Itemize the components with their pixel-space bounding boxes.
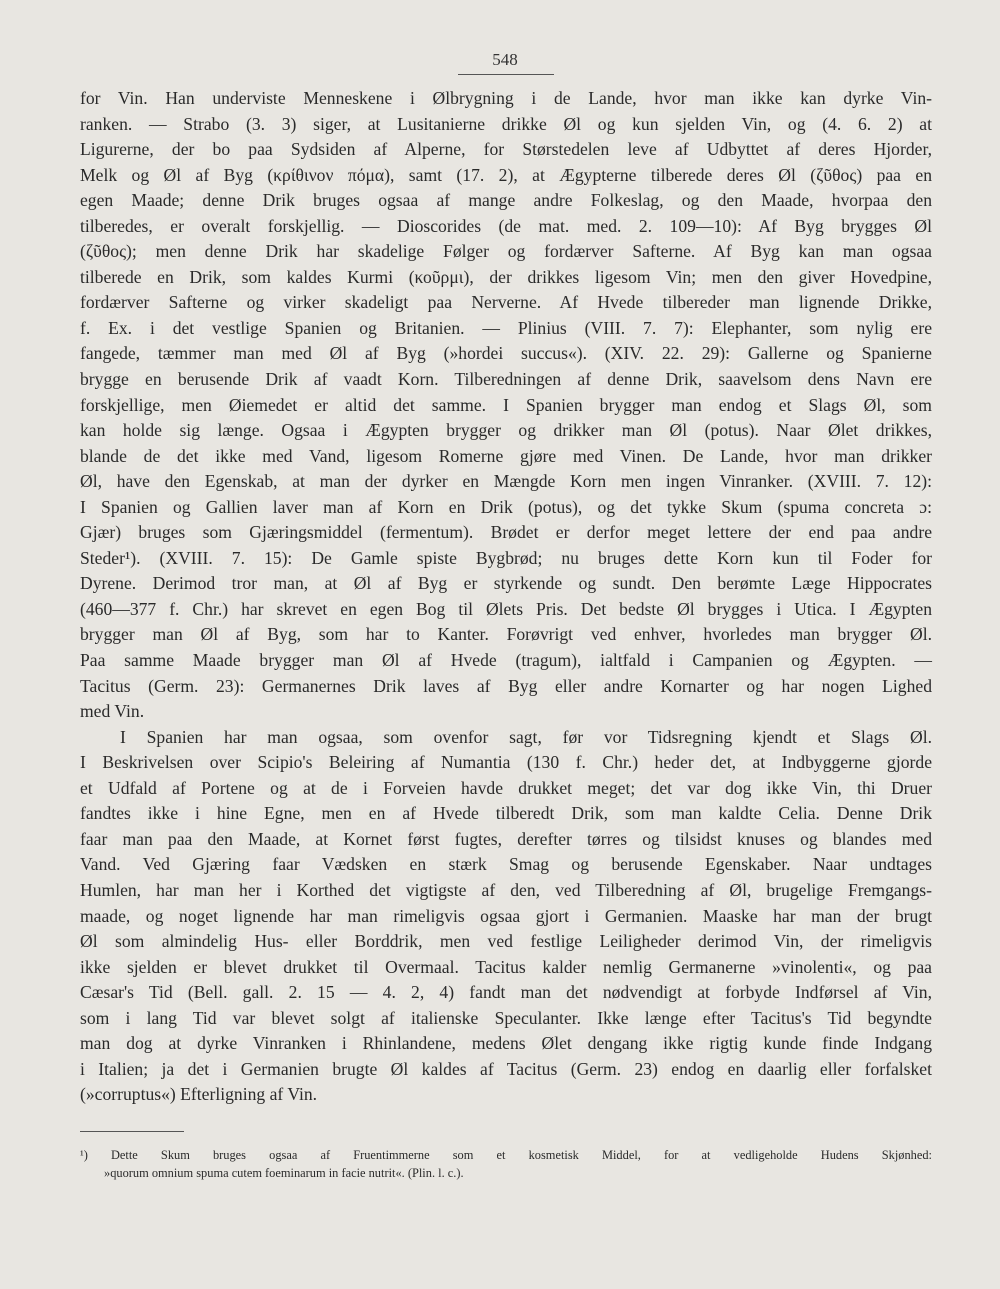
body-text	[80, 86, 932, 1108]
text-line: Gjær) bruges som Gjæringsmiddel (fermentum). Brødet er derfor meget lettere der end paa andre	[80, 522, 932, 543]
text-line: Humlen, har man her i Korthed det vigtigste af den, ved Tilberedning af Øl, brugelige Fremgangs-	[80, 879, 932, 900]
text-line: maade, og noget lignende har man rimeligvis ogsaa gjort i Germanien. Maaske har man der brugt	[80, 905, 932, 926]
text-line: Cæsar's Tid (Bell. gall. 2. 15 — 4. 2, 4) fandt man det nødvendigt at forbyde Indførsel af Vin,	[80, 982, 932, 1003]
text-line: I Beskrivelsen over Scipio's Beleiring af Numantia (130 f. Chr.) heder det, at Indbyggerne gjorde	[80, 752, 932, 773]
text-line: f. Ex. i det vestlige Spanien og Britanien. — Plinius (VIII. 7. 7): Elephanter, som nylig ere	[80, 317, 932, 338]
text-line: Steder¹). (XVIII. 7. 15): De Gamle spiste Bygbrød; nu bruges dette Korn kun til Foder for	[80, 547, 932, 568]
footnote-line: ¹) Dette Skum bruges ogsaa af Fruentimmerne som et kosmetisk Middel, for at vedligeholde Hudens Skjønhed:	[80, 1148, 932, 1162]
text-line: I Spanien har man ogsaa, som ovenfor sagt, før vor Tidsregning kjendt et Slags Øl.	[120, 726, 932, 747]
page-number: 548	[492, 50, 518, 69]
text-line: forskjellige, men Øiemedet er altid det samme. I Spanien brygger man endog et Slags Øl, som	[80, 394, 932, 415]
text-line: (»corruptus«) Efterligning af Vin.	[80, 1084, 318, 1105]
text-line: Øl som almindelig Hus- eller Borddrik, men ved festlige Leiligheder derimod Vin, der rimeligvis	[80, 931, 932, 952]
text-line: som i lang Tid var blevet solgt af italienske Speculanter. Ikke længe efter Tacitus's Tid begyndte	[80, 1007, 932, 1028]
text-line: faar man paa den Maade, at Kornet først fugtes, derefter tørres og tilsidst knuses og blandes med	[80, 828, 932, 849]
text-line: fandtes ikke i hine Egne, men en af Hvede tilberedt Drik, som man kaldte Celia. Denne Drik	[80, 803, 932, 824]
text-line: for Vin. Han underviste Menneskene i Ølbrygning i de Lande, hvor man ikke kan dyrke Vin-	[80, 88, 932, 108]
text-line: med Vin.	[80, 701, 145, 722]
header-rule	[458, 74, 554, 75]
text-line: fangede, tæmmer man med Øl af Byg (»hordei succus«). (XIV. 22. 29): Gallerne og Spanierne	[80, 343, 932, 364]
text-line: man dog at dyrke Vinranken i Rhinlandene, medens Ølet dengang ikke rigtig kunde finde Indgang	[80, 1033, 932, 1054]
text-line: (ζῦθος); men denne Drik har skadelige Følger og fordærver Safterne. Af Byg kan man ogsaa	[80, 241, 932, 262]
text-line: ikke sjelden er blevet drukket til Overmaal. Tacitus kalder nemlig Germanerne »vinolenti«, og paa	[80, 956, 932, 977]
text-line: Tacitus (Germ. 23): Germanernes Drik laves af Byg eller andre Kornarter og har nogen Lighed	[80, 675, 932, 696]
text-line: i Italien; ja det i Germanien brugte Øl kaldes af Tacitus (Germ. 23) endog en daarlig eller forfalsket	[80, 1058, 932, 1079]
text-line: brygge en berusende Drik af vaadt Korn. Tilberedningen af denne Drik, saavelsom dens Navn ere	[80, 369, 932, 390]
text-line: Øl, have den Egenskab, at man der dyrker en Mængde Korn men ingen Vinranker. (XVIII. 7. 12):	[80, 471, 932, 492]
footnote-line: »quorum omnium spuma cutem foeminarum in facie nutrit«. (Plin. l. c.).	[104, 1166, 464, 1180]
text-line: I Spanien og Gallien laver man af Korn en Drik (potus), og det tykke Skum (spuma concreta ɔ:	[80, 496, 932, 517]
footnotes	[80, 1146, 932, 1182]
text-line: tilberedes, er overalt forskjellig. — Dioscorides (de mat. med. 2. 109—10): Af Byg brygges Øl	[80, 215, 932, 236]
footnote-rule	[80, 1131, 184, 1132]
text-line: Dyrene. Derimod tror man, at Øl af Byg er styrkende og sundt. Den berømte Læge Hippocrates	[80, 573, 932, 594]
text-line: ranken. — Strabo (3. 3) siger, at Lusitanierne drikke Øl og kun sjelden Vin, og (4. 6. 2) at	[80, 113, 932, 134]
text-line: Vand. Ved Gjæring faar Vædsken en stærk Smag og berusende Egenskaber. Naar undtages	[80, 854, 932, 875]
text-line: blande de det ikke med Vand, ligesom Romerne gjøre med Vinen. De Lande, hvor man drikker	[80, 445, 932, 466]
text-line: et Udfald af Portene og at de i Forveien havde drukket meget; det var dog ikke Vin, thi Druer	[80, 777, 932, 798]
text-line: tilberede en Drik, som kaldes Kurmi (κοῦρμι), der drikkes ligesom Vin; men den giver Hovedpine,	[80, 266, 932, 287]
text-line: egen Maade; denne Drik bruges ogsaa af mange andre Folkeslag, og den Maade, hvorpaa den	[80, 190, 932, 211]
text-line: Melk og Øl af Byg (κρίθινον πόμα), samt (17. 2), at Ægypterne tilberede deres Øl (ζῦθος) paa en	[80, 164, 932, 185]
text-line: (460—377 f. Chr.) har skrevet en egen Bog til Ølets Pris. Det bedste Øl brygges i Utica. I Ægypten	[80, 598, 932, 619]
text-line: Paa samme Maade brygger man Øl af Hvede (tragum), ialtfald i Campanien og Ægypten. —	[80, 650, 932, 671]
text-line: Ligurerne, der bo paa Sydsiden af Alperne, for Størstedelen leve af Udbyttet af deres Hjorder,	[80, 139, 932, 160]
text-line: kan holde sig længe. Ogsaa i Ægypten brygger og drikker man Øl (potus). Naar Ølet drikkes,	[80, 420, 932, 441]
text-line: brygger man Øl af Byg, som har to Kanter. Forøvrigt ved enhver, hvorledes man brygger Øl.	[80, 624, 932, 645]
text-line: fordærver Safterne og virker skadeligt paa Nerverne. Af Hvede tilbereder man lignende Drikke,	[80, 292, 932, 313]
